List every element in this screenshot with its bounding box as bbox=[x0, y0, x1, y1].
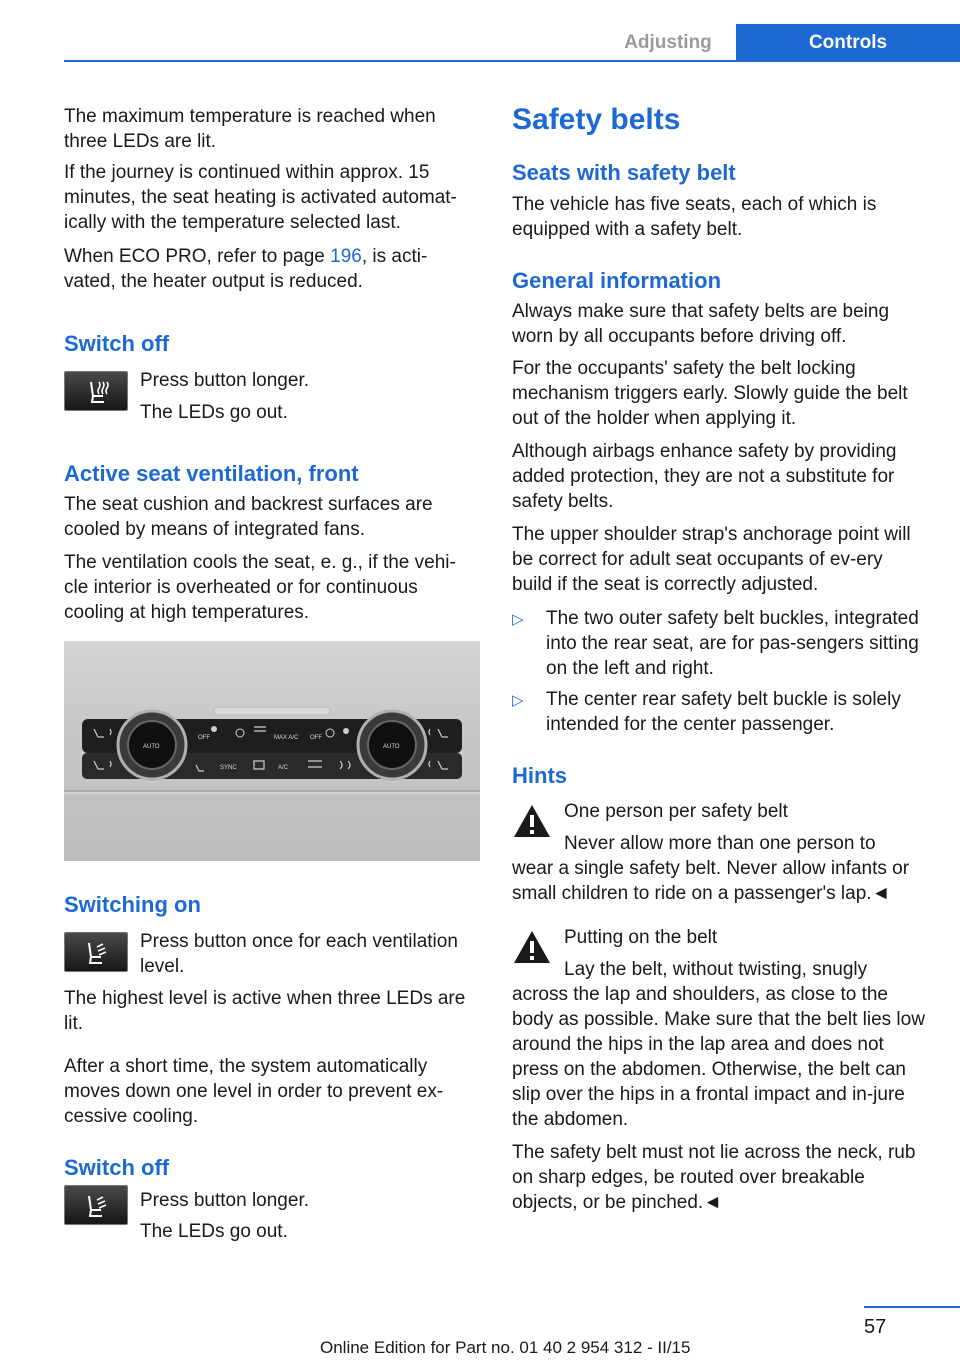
switch-off-heading: Switch off bbox=[64, 331, 170, 356]
chapter-tab[interactable]: Controls bbox=[736, 24, 960, 60]
highest-level-paragraph: The highest level is active when three LEDs are lit. bbox=[64, 988, 466, 1034]
last-paragraph: The safety belt must not lie across the neck, rub on sharp edges, be routed over breakable objects, or be pinched.◄ bbox=[512, 1142, 916, 1213]
general-paragraph-3: Although airbags enhance safety by providing added protection, they are not a substitute for safety belts. bbox=[512, 441, 897, 512]
warning-2-first-line: Lay the belt, without twisting, snugly bbox=[564, 959, 868, 980]
general-paragraph-2: For the occupants' safety the belt locking mechanism triggers early. Slowly guide the belt out of the holder when applying it. bbox=[512, 358, 908, 429]
seat-ventilation-button-image bbox=[64, 932, 128, 972]
seat-ventilation-icon-2 bbox=[83, 1192, 111, 1220]
ventilation-paragraph-1: The seat cushion and backrest surfaces are cooled by means of integrated fans. bbox=[64, 494, 433, 540]
warning-1-first-line: Never allow more than one person to bbox=[564, 833, 876, 854]
switch-off2-line2: The LEDs go out. bbox=[140, 1221, 288, 1242]
eco-pro-paragraph: When ECO PRO, refer to page 196, is acti‐vated, the heater output is reduced. bbox=[64, 246, 428, 292]
hints-heading: Hints bbox=[512, 763, 567, 788]
warning-2-title: Putting on the belt bbox=[564, 927, 718, 948]
journey-paragraph: If the journey is continued within approx. 15 minutes, the seat heating is activated automat‐ically with the temperature selected last. bbox=[64, 162, 457, 233]
panel-label-max-ac: MAX A/C bbox=[274, 735, 299, 741]
seat-heating-icon bbox=[83, 378, 111, 406]
seats-heading: Seats with safety belt bbox=[512, 160, 736, 185]
warning-icon bbox=[512, 801, 552, 841]
panel-label-off-1: OFF bbox=[198, 735, 210, 741]
seat-ventilation-button-image-2 bbox=[64, 1185, 128, 1225]
page-number: 57 bbox=[864, 1316, 887, 1338]
climate-panel-drawing bbox=[64, 641, 480, 861]
header-rule bbox=[64, 60, 960, 62]
general-information-heading: General information bbox=[512, 268, 722, 293]
panel-label-auto-left: AUTO bbox=[143, 744, 160, 750]
safety-belts-title: Safety belts bbox=[512, 103, 681, 136]
warning-icon bbox=[512, 927, 552, 967]
panel-label-ac: A/C bbox=[278, 765, 289, 771]
panel-label-sync: SYNC bbox=[220, 765, 237, 771]
list-item bbox=[512, 687, 927, 739]
switch-off-heading-2: Switch off bbox=[64, 1155, 170, 1180]
general-paragraph-4: The upper shoulder strap's anchorage point will be correct for adult seat occupants of ev‐ery build if the seat is correctly adjusted. bbox=[512, 524, 911, 595]
switch-off-line1: Press button longer. bbox=[140, 370, 309, 391]
bullet-arrow-icon: ▷ bbox=[512, 611, 524, 628]
edition-footer: Online Edition for Part no. 01 40 2 954 312 - II/15 bbox=[320, 1338, 691, 1357]
bullet-arrow-icon: ▷ bbox=[512, 692, 524, 709]
switch-off2-line1: Press button longer. bbox=[140, 1190, 309, 1211]
bullet-text: The center rear safety belt buckle is solely intended for the center passenger. bbox=[546, 689, 901, 735]
panel-label-off-2: OFF bbox=[310, 735, 322, 741]
seats-paragraph: The vehicle has five seats, each of which is equipped with a safety belt. bbox=[512, 194, 877, 240]
max-temp-paragraph: The maximum temperature is reached when three LEDs are lit. bbox=[64, 106, 436, 152]
climate-control-panel-image bbox=[64, 641, 480, 861]
bullet-text: The two outer safety belt buckles, integrated into the rear seat, are for pas‐sengers sitting on the left and right. bbox=[546, 608, 919, 679]
list-item bbox=[512, 606, 927, 682]
footer-rule bbox=[864, 1306, 960, 1308]
ventilation-heading: Active seat ventilation, front bbox=[64, 461, 359, 486]
switching-on-text: Press button once for each ventilation level. bbox=[140, 931, 458, 977]
general-paragraph-1: Always make sure that safety belts are being worn by all occupants before driving off. bbox=[512, 301, 890, 347]
warning-1-text: wear a single safety belt. Never allow infants or small children to ride on a passenger's lap.◄ bbox=[512, 858, 910, 904]
warning-1-title: One person per safety belt bbox=[564, 801, 788, 822]
seat-ventilation-icon bbox=[83, 939, 111, 967]
switch-off-line2: The LEDs go out. bbox=[140, 402, 288, 423]
switching-on-heading: Switching on bbox=[64, 892, 201, 917]
after-short-time-paragraph: After a short time, the system automatically moves down one level in order to prevent ex‐cessive cooling. bbox=[64, 1056, 444, 1127]
panel-label-auto-right: AUTO bbox=[383, 744, 400, 750]
warning-2-text: across the lap and shoulders, as close to the body as possible. Make sure that the belt lies low around the hips in the lap area and does not press on the abdomen. Otherwise, the belt can slip over the hips in a frontal impact and in‐jure the abdomen. bbox=[512, 984, 925, 1130]
section-tab[interactable]: Adjusting bbox=[624, 32, 712, 53]
page-link[interactable]: 196 bbox=[330, 246, 362, 267]
ventilation-paragraph-2: The ventilation cools the seat, e. g., if the vehi‐cle interior is overheated or for continuous cooling at high temperatures. bbox=[64, 552, 456, 623]
seat-heating-button-image bbox=[64, 371, 128, 411]
page-header bbox=[0, 24, 960, 62]
